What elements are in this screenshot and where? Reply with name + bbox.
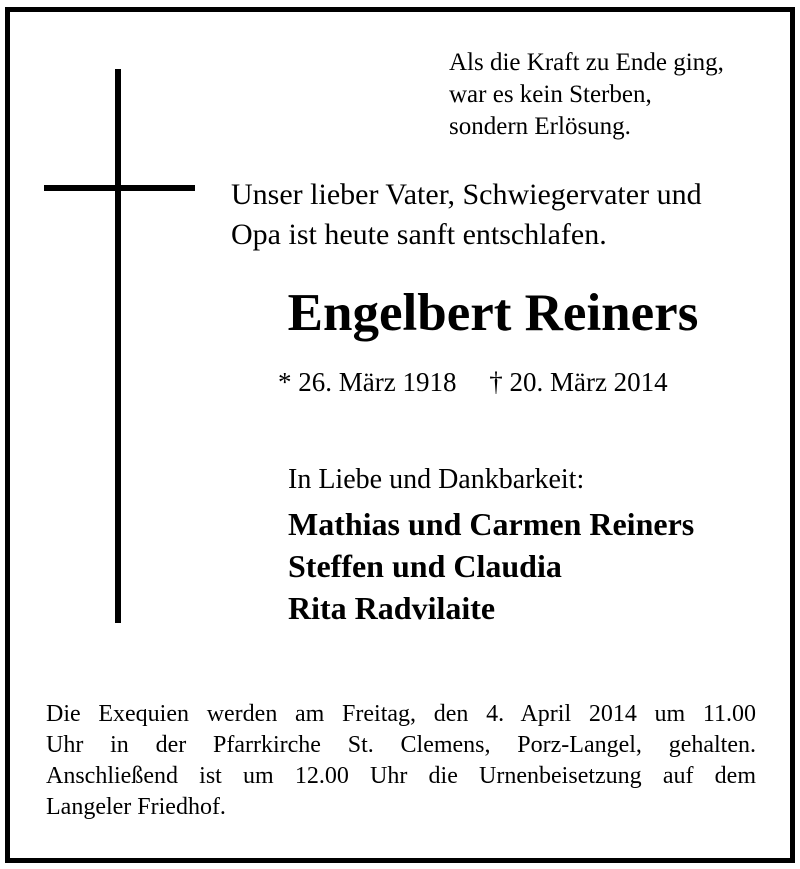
- announcement-line: Opa ist heute sanft entschlafen.: [231, 218, 607, 251]
- mourners-intro: In Liebe und Dankbarkeit:: [288, 464, 585, 495]
- announcement-text: [231, 175, 702, 255]
- motto-quote: [449, 47, 724, 143]
- mourner-name: Steffen und Claudia: [288, 548, 562, 584]
- death-date: † 20. März 2014: [489, 367, 668, 397]
- cross-vertical-bar: [115, 69, 121, 623]
- motto-line: sondern Erlösung.: [449, 113, 631, 140]
- deceased-name: Engelbert Reiners: [287, 284, 699, 342]
- life-dates: [278, 364, 668, 400]
- service-line: Uhr in der Pfarrkirche St. Clemens, Porz-Langel, gehalten.: [46, 732, 756, 758]
- cross-horizontal-bar: [44, 185, 195, 191]
- mourners-list: [288, 503, 694, 629]
- service-line: Anschließend ist um 12.00 Uhr die Urnenbeisetzung auf dem: [46, 763, 756, 789]
- service-line: Langeler Friedhof.: [46, 794, 226, 820]
- motto-line: war es kein Sterben,: [449, 81, 652, 108]
- announcement-line: Unser lieber Vater, Schwiegervater und: [231, 178, 702, 211]
- mourner-name: Mathias und Carmen Reiners: [288, 506, 695, 542]
- service-line: Die Exequien werden am Freitag, den 4. April 2014 um 11.00: [46, 701, 756, 727]
- mourner-name: Rita Radvilaite: [288, 590, 496, 626]
- birth-date: * 26. März 1918: [278, 367, 457, 397]
- service-details: [46, 699, 756, 823]
- motto-line: Als die Kraft zu Ende ging,: [449, 49, 724, 76]
